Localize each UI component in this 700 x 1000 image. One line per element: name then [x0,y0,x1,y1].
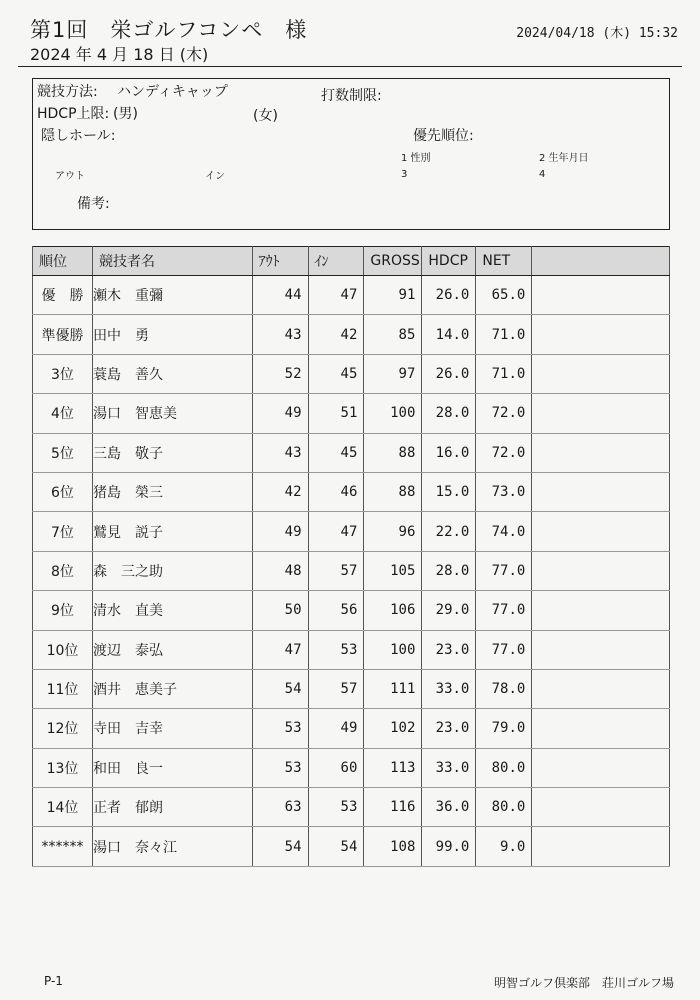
in-score-cell: 45 [308,354,364,393]
hdcp-cell: 29.0 [422,591,476,630]
blank-cell [532,472,670,511]
rank-cell: 7位 [33,512,93,551]
in-score-cell: 42 [308,315,364,354]
net-score-cell: 79.0 [476,709,532,748]
blank-cell [532,512,670,551]
competition-info-box [32,78,670,230]
results-table [32,246,670,867]
out-label: アウト [55,171,85,182]
table-row [33,788,670,827]
method-label: 競技方法: [37,84,98,100]
player-name-cell: 寺田 吉幸 [92,709,252,748]
blank-cell [532,354,670,393]
player-name-cell: 湯口 智恵美 [92,394,252,433]
gross-score-cell: 97 [364,354,422,393]
rank-cell: ****** [33,827,93,866]
rank-cell: 優 勝 [33,276,93,315]
in-label: イン [205,171,225,182]
net-score-cell: 72.0 [476,394,532,433]
header-out: ｱｳﾄ [252,247,308,276]
hdcp-cell: 26.0 [422,354,476,393]
hdcp-cell: 23.0 [422,709,476,748]
player-name-cell: 酒井 恵美子 [92,669,252,708]
out-score-cell: 48 [252,551,308,590]
out-score-cell: 54 [252,827,308,866]
rank-cell: 10位 [33,630,93,669]
player-name-cell: 三島 敬子 [92,433,252,472]
out-score-cell: 42 [252,472,308,511]
hdcp-cell: 26.0 [422,276,476,315]
stroke-limit-label: 打数制限: [321,88,382,104]
hdcp-cell: 33.0 [422,748,476,787]
out-score-cell: 44 [252,276,308,315]
blank-cell [532,315,670,354]
gross-score-cell: 102 [364,709,422,748]
printed-timestamp: 2024/04/18 (木) 15:32 [516,26,678,41]
net-score-cell: 71.0 [476,354,532,393]
table-row [33,748,670,787]
in-score-cell: 57 [308,669,364,708]
out-score-cell: 53 [252,748,308,787]
gross-score-cell: 85 [364,315,422,354]
rank-cell: 準優勝 [33,315,93,354]
player-name-cell: 森 三之助 [92,551,252,590]
blank-cell [532,551,670,590]
event-date: 2024 年 4 月 18 日 (木) [30,45,209,64]
in-score-cell: 56 [308,591,364,630]
club-name: 明智ゴルフ倶楽部 荘川ゴルフ場 [493,976,674,990]
blank-cell [532,433,670,472]
out-score-cell: 49 [252,394,308,433]
in-score-cell: 53 [308,630,364,669]
in-score-cell: 53 [308,788,364,827]
in-score-cell: 54 [308,827,364,866]
in-score-cell: 47 [308,276,364,315]
table-row [33,709,670,748]
header-in: ｲﾝ [308,247,364,276]
hdcp-cell: 33.0 [422,669,476,708]
hdcp-cell: 22.0 [422,512,476,551]
blank-cell [532,748,670,787]
gross-score-cell: 96 [364,512,422,551]
gross-score-cell: 88 [364,472,422,511]
player-name-cell: 清水 直美 [92,591,252,630]
in-score-cell: 46 [308,472,364,511]
table-row [33,551,670,590]
blank-cell [532,276,670,315]
net-score-cell: 9.0 [476,827,532,866]
gross-score-cell: 111 [364,669,422,708]
player-name-cell: 猪島 榮三 [92,472,252,511]
rank-cell: 12位 [33,709,93,748]
net-score-cell: 71.0 [476,315,532,354]
priority-1: 1 性別 [401,153,431,164]
table-row [33,630,670,669]
out-score-cell: 63 [252,788,308,827]
table-row [33,591,670,630]
priority-2: 2 生年月日 [539,153,589,164]
method-value: ハンディキャップ [117,84,228,100]
blank-cell [532,669,670,708]
player-name-cell: 瀬木 重彌 [92,276,252,315]
priority-3: 3 [401,169,408,180]
hdcp-cell: 99.0 [422,827,476,866]
table-row [33,512,670,551]
table-row [33,472,670,511]
player-name-cell: 正者 郁朗 [92,788,252,827]
out-score-cell: 49 [252,512,308,551]
in-score-cell: 45 [308,433,364,472]
blank-cell [532,630,670,669]
gross-score-cell: 106 [364,591,422,630]
header-name: 競技者名 [92,247,252,276]
gross-score-cell: 108 [364,827,422,866]
in-score-cell: 47 [308,512,364,551]
header-net: NET [476,247,532,276]
hdcp-cell: 16.0 [422,433,476,472]
table-row [33,827,670,866]
rank-cell: 4位 [33,394,93,433]
net-score-cell: 80.0 [476,748,532,787]
blank-cell [532,709,670,748]
net-score-cell: 77.0 [476,551,532,590]
gross-score-cell: 91 [364,276,422,315]
rank-cell: 5位 [33,433,93,472]
table-row [33,433,670,472]
player-name-cell: 和田 良一 [92,748,252,787]
gross-score-cell: 100 [364,394,422,433]
gross-score-cell: 116 [364,788,422,827]
priority-4: 4 [539,169,546,180]
in-score-cell: 60 [308,748,364,787]
blank-cell [532,394,670,433]
net-score-cell: 77.0 [476,630,532,669]
table-row [33,276,670,315]
blank-cell [532,788,670,827]
page-number: P-1 [44,974,63,988]
hidden-holes-label: 隠しホール: [41,128,116,144]
rank-cell: 6位 [33,472,93,511]
out-score-cell: 50 [252,591,308,630]
net-score-cell: 74.0 [476,512,532,551]
header-rank: 順位 [33,247,93,276]
in-score-cell: 57 [308,551,364,590]
notes-label: 備考: [77,196,110,212]
header-gross: GROSS [364,247,422,276]
player-name-cell: 田中 勇 [92,315,252,354]
net-score-cell: 80.0 [476,788,532,827]
table-row [33,315,670,354]
player-name-cell: 渡辺 泰弘 [92,630,252,669]
priority-label: 優先順位: [413,128,474,144]
rank-cell: 3位 [33,354,93,393]
gross-score-cell: 100 [364,630,422,669]
net-score-cell: 78.0 [476,669,532,708]
hdcp-limit-label: HDCP上限: [37,106,110,122]
in-score-cell: 51 [308,394,364,433]
table-row [33,669,670,708]
hdcp-cell: 14.0 [422,315,476,354]
out-score-cell: 43 [252,433,308,472]
net-score-cell: 73.0 [476,472,532,511]
hdcp-female: (女) [253,108,278,124]
table-row [33,354,670,393]
rank-cell: 14位 [33,788,93,827]
out-score-cell: 53 [252,709,308,748]
player-name-cell: 蓑島 善久 [92,354,252,393]
out-score-cell: 47 [252,630,308,669]
results-body [33,276,670,867]
gross-score-cell: 88 [364,433,422,472]
in-score-cell: 49 [308,709,364,748]
out-score-cell: 43 [252,315,308,354]
gross-score-cell: 113 [364,748,422,787]
rank-cell: 13位 [33,748,93,787]
header-hdcp: HDCP [422,247,476,276]
net-score-cell: 65.0 [476,276,532,315]
header-blank [532,247,670,276]
blank-cell [532,591,670,630]
player-name-cell: 鷲見 説子 [92,512,252,551]
hdcp-cell: 36.0 [422,788,476,827]
rank-cell: 9位 [33,591,93,630]
header-divider [18,66,682,67]
hdcp-cell: 15.0 [422,472,476,511]
net-score-cell: 77.0 [476,591,532,630]
rank-cell: 11位 [33,669,93,708]
gross-score-cell: 105 [364,551,422,590]
table-row [33,394,670,433]
blank-cell [532,827,670,866]
table-header-row [33,247,670,276]
page-title: 第1回 栄ゴルフコンペ 様 [30,18,308,42]
hdcp-male: (男) [113,106,138,122]
hdcp-cell: 23.0 [422,630,476,669]
rank-cell: 8位 [33,551,93,590]
hdcp-cell: 28.0 [422,551,476,590]
out-score-cell: 52 [252,354,308,393]
out-score-cell: 54 [252,669,308,708]
net-score-cell: 72.0 [476,433,532,472]
player-name-cell: 湯口 奈々江 [92,827,252,866]
hdcp-cell: 28.0 [422,394,476,433]
